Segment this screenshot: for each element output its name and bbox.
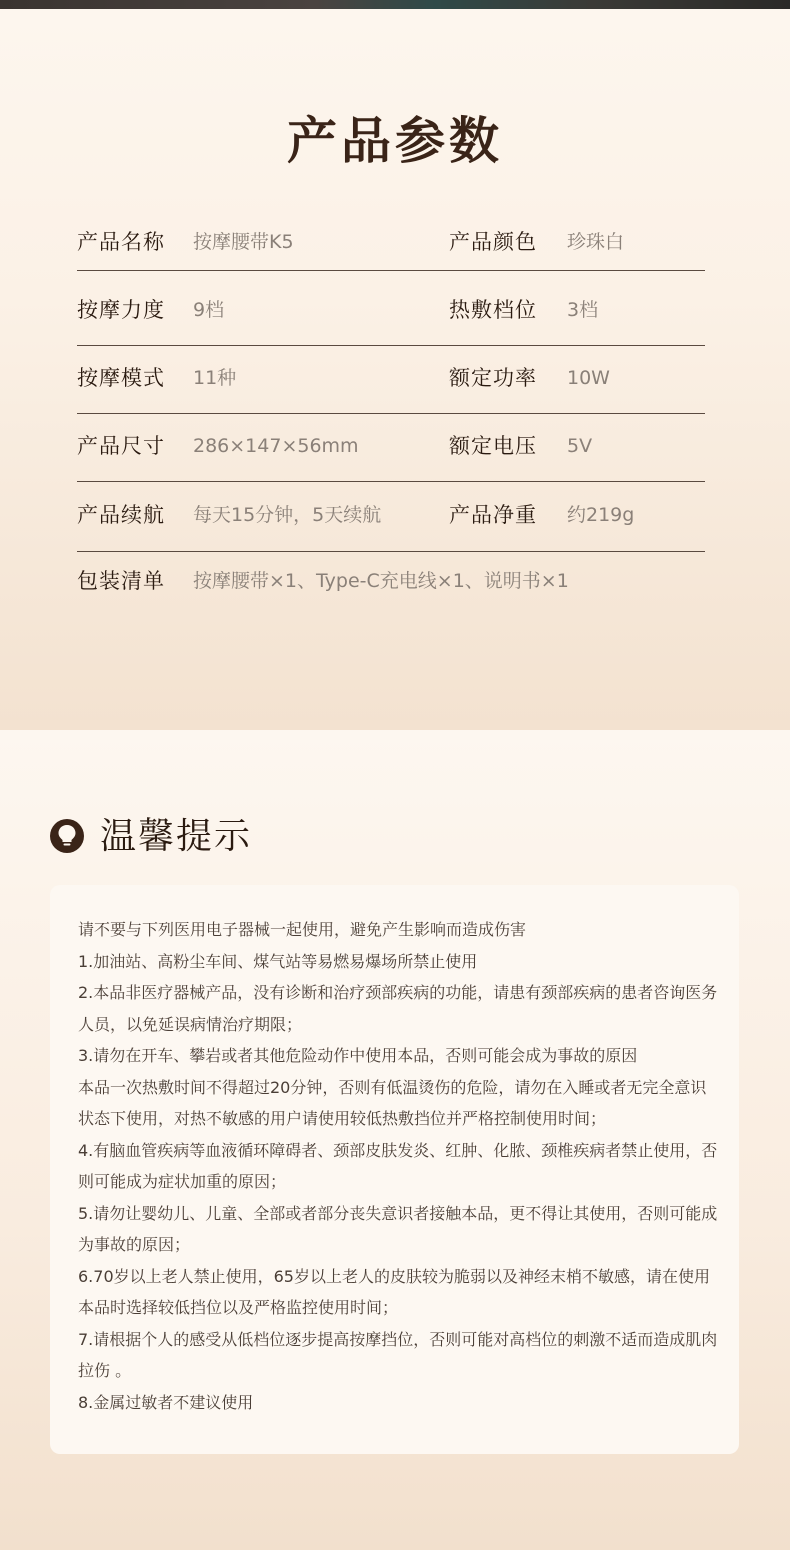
param-value: 每天15分钟，5天续航 [193,504,382,526]
divider [77,345,705,346]
param-value: 5V [567,435,593,457]
param-value: 286×147×56mm [193,435,359,457]
tip-item: 本品一次热敷时间不得超过20分钟，否则有低温烫伤的危险，请勿在入睡或者无完全意识状态下使用，对热不敏感的用户请使用较低热敷挡位并严格控制使用时间； [78,1077,707,1128]
tips-title: 温馨提示 [100,816,253,857]
param-label: 产品尺寸 [77,434,165,458]
param-value: 珍珠白 [567,231,625,253]
param-row [77,361,705,395]
lightbulb-icon [50,819,84,853]
params-title: 产品参数 [287,112,503,170]
param-value: 3档 [567,299,599,321]
tips-section [0,730,790,1550]
package-label: 包装清单 [77,569,165,593]
param-row [77,293,705,327]
divider [77,270,705,271]
divider [77,551,705,552]
tips-card [50,885,739,1454]
tip-item: 8.金属过敏者不建议使用 [78,1392,254,1412]
param-label: 额定功率 [449,366,537,390]
tip-item: 1.加油站、高粉尘车间、煤气站等易燃易爆场所禁止使用 [78,951,478,971]
tip-item: 7.请根据个人的感受从低档位逐步提高按摩挡位，否则可能对高档位的刺激不适而造成肌肉拉伤 。 [78,1329,718,1380]
param-label: 按摩模式 [77,366,165,390]
tip-item: 请不要与下列医用电子器械一起使用，避免产生影响而造成伤害 [78,920,527,939]
package-row [77,564,705,598]
param-label: 产品净重 [449,503,537,527]
package-value: 按摩腰带×1、Type-C充电线×1、说明书×1 [193,570,569,592]
param-label: 额定电压 [449,434,537,458]
param-row [77,498,705,532]
divider [77,481,705,482]
param-row [77,225,705,259]
param-row [77,429,705,463]
top-image-strip [0,0,790,9]
tip-item: 4.有脑血管疾病等血液循环障碍者、颈部皮肤发炎、红肿、化脓、颈椎疾病者禁止使用，否则可能成为症状加重的原因； [78,1140,718,1191]
param-value: 11种 [193,367,237,389]
param-value: 约219g [567,504,635,526]
param-label: 热敷档位 [449,298,537,322]
tip-item: 2.本品非医疗器械产品，没有诊断和治疗颈部疾病的功能，请患有颈部疾病的患者咨询医务人员，以免延误病情治疗期限； [78,983,718,1034]
tip-item: 5.请勿让婴幼儿、儿童、全部或者部分丧失意识者接触本品，更不得让其使用，否则可能成为事故的原因； [78,1203,718,1254]
param-label: 产品续航 [77,503,165,527]
tips-list [78,914,718,1418]
tip-item: 6.70岁以上老人禁止使用，65岁以上老人的皮肤较为脆弱以及神经末梢不敏感，请在使用本品时选择较低挡位以及严格监控使用时间； [78,1266,710,1317]
param-label: 产品名称 [77,230,165,254]
product-params-section [0,9,790,730]
param-value: 按摩腰带K5 [193,231,294,253]
param-label: 产品颜色 [449,230,537,254]
param-value: 9档 [193,299,225,321]
param-label: 按摩力度 [77,298,165,322]
tip-item: 3.请勿在开车、攀岩或者其他危险动作中使用本品，否则可能会成为事故的原因 [78,1046,638,1065]
divider [77,413,705,414]
param-value: 10W [567,367,610,389]
